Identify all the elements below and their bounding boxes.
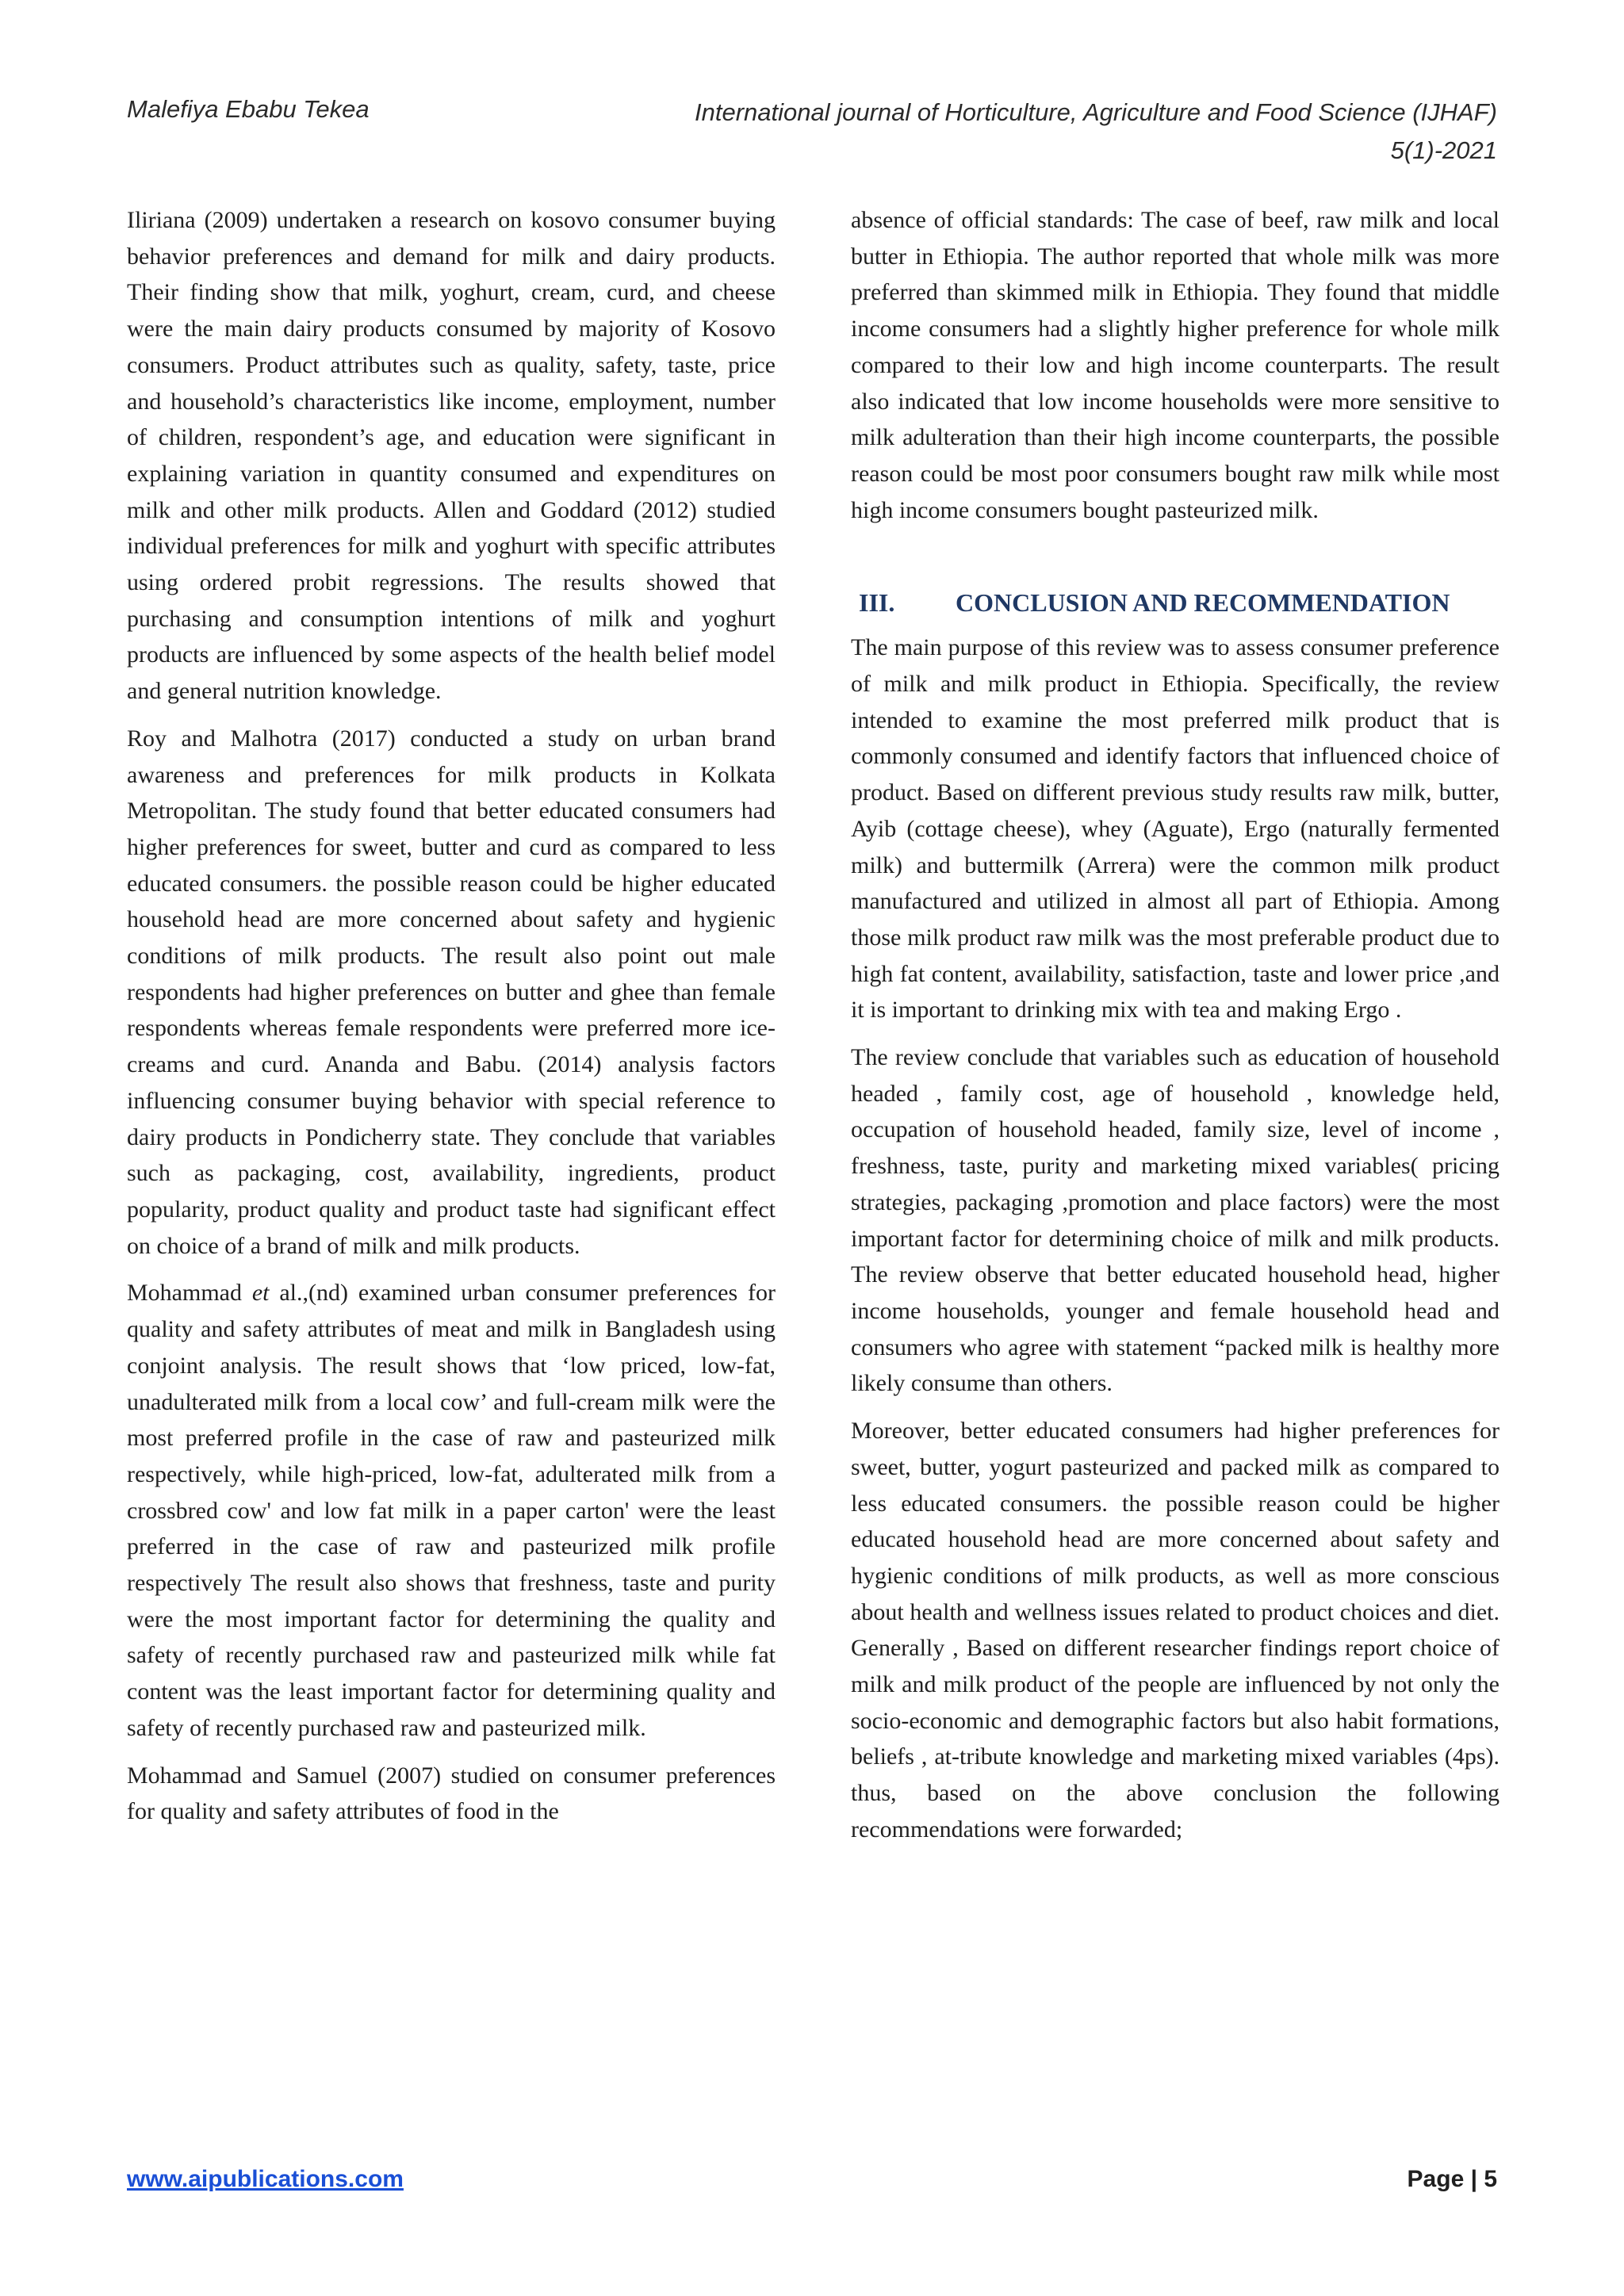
footer-page-number: Page | 5 [1407, 2166, 1497, 2192]
journal-volume: 5(1)-2021 [1390, 136, 1497, 164]
footer-website-link[interactable]: www.aipublications.com [127, 2166, 404, 2192]
left-column [127, 202, 776, 1841]
paragraph-mohammad-et-al [127, 1275, 776, 1746]
section-title: CONCLUSION AND RECOMMENDATION [956, 588, 1450, 618]
paragraph-mohammad-samuel: Mohammad and Samuel (2007) studied on consumer preferences for quality and safety attributes of food in the [127, 1762, 776, 1825]
et-italic: et [251, 1280, 270, 1307]
right-column [851, 202, 1500, 1859]
paragraph-moreover: Moreover, better educated consumers had higher preferences for sweet, butter, yogurt pasteurized and packed milk as compared to less educated consumers. the possible reason could be higher educated household head are more concerned about safety and hygienic conditions of milk products, as well as more conscious about health and wellness issues related to product choices and diet. Generally , Based on different researcher findings report choice of milk and milk product of the people are influenced by not only the socio-economic and demographic factors but also habit formations, beliefs , at-tribute knowledge and marketing mixed variables (4ps). thus, based on the above conclusion the following recommendations were forwarded; [851, 1418, 1500, 1843]
paragraph-absence-standards: absence of official standards: The case of beef, raw milk and local butter in Ethiopia. The author reported that whole milk was more preferred than skimmed milk in Ethiopia. They found that middle income consumers had a slightly higher preference for whole milk compared to their low and high income counterparts. The result also indicated that low income households were more sensitive to milk adulteration than their high income counterparts, the possible reason could be most poor consumers bought raw milk while most high income consumers bought pasteurized milk. [851, 207, 1500, 523]
paragraph-roy-malhotra: Roy and Malhotra (2017) conducted a study on urban brand awareness and preferences for milk products in Kolkata Metropolitan. The study found that better educated consumers had higher preferences for sweet, butter and curd as compared to less educated consumers. the possible reason could be higher educated household head are more concerned about safety and hygienic conditions of milk products. The result also point out male respondents had higher preferences on butter and ghee than female respondents whereas female respondents were preferred more ice-creams and curd. Ananda and Babu. (2014) analysis factors influencing consumer buying behavior with special reference to dairy products in Pondicherry state. They conclude that variables such as packaging, cost, availability, ingredients, product popularity, product quality and product taste had significant effect on choice of a brand of milk and milk products. [127, 725, 776, 1259]
section-number: III. [859, 588, 895, 618]
journal-title: International journal of Horticulture, Agriculture and Food Science (IJHAF) [695, 98, 1497, 126]
paragraph-mohammad-rest: al.,(nd) examined urban consumer preferences for quality and safety attributes of meat and milk in Bangladesh using conjoint analysis. The result shows that ‘low priced, low-fat, unadulterated milk from a local cow’ and full-cream milk were the most preferred profile in the case of raw and pasteurized milk respectively, while high-priced, low-fat, adulterated milk from a crossbred cow' and low fat milk in a paper carton' were the least preferred in the case of raw and pasteurized milk profile respectively The result also shows that freshness, taste and purity were the most important factor for determining the quality and safety of recently purchased raw and pasteurized milk while fat content was the least important factor for determining quality and safety of recently purchased raw and pasteurized milk. [127, 1280, 776, 1741]
paragraph-review-conclude: The review conclude that variables such as education of household headed , family cost, age of household , knowledge held, occupation of household headed, family size, level of income , freshness, taste, purity and marketing mixed variables( pricing strategies, packaging ,promotion and place factors) were the most important factor for determining choice of milk and milk products. The review observe that better educated household head, higher income households, younger and female household head and consumers who agree with statement “packed milk is healthy more likely consume than others. [851, 1044, 1500, 1397]
header-journal [695, 94, 1497, 170]
paragraph-mohammad-start: Mohammad [127, 1280, 252, 1307]
section-heading [859, 585, 1500, 620]
paragraph-main-purpose: The main purpose of this review was to assess consumer preference of milk and milk product in Ethiopia. Specifically, the review intended to examine the most preferred milk product that is commonly consumed and identify factors that influenced choice of product. Based on different previous study results raw milk, butter, Ayib (cottage cheese), whey (Aguate), Ergo (naturally fermented milk) and buttermilk (Arrera) were the common milk product manufactured and utilized in almost all part of Ethiopia. Among those milk product raw milk was the most preferable product due to high fat content, availability, satisfaction, taste and lower price ,and it is important to drinking mix with tea and making Ergo . [851, 634, 1500, 1024]
header-author: Malefiya Ebabu Tekea [127, 95, 370, 123]
paragraph-iliriana: Iliriana (2009) undertaken a research on kosovo consumer buying behavior preferences and demand for milk and dairy products. Their finding show that milk, yoghurt, cream, curd, and cheese were the main dairy products consumed by majority of Kosovo consumers. Product attributes such as quality, safety, taste, price and household’s characteristics like income, employment, number of children, respondent’s age, and education were significant in explaining variation in quantity consumed and expenditures on milk and other milk products. Allen and Goddard (2012) studied individual preferences for milk and yoghurt with specific attributes using ordered probit regressions. The results showed that purchasing and consumption intentions of milk and yoghurt products are influenced by some aspects of the health belief model and general nutrition knowledge. [127, 207, 776, 705]
